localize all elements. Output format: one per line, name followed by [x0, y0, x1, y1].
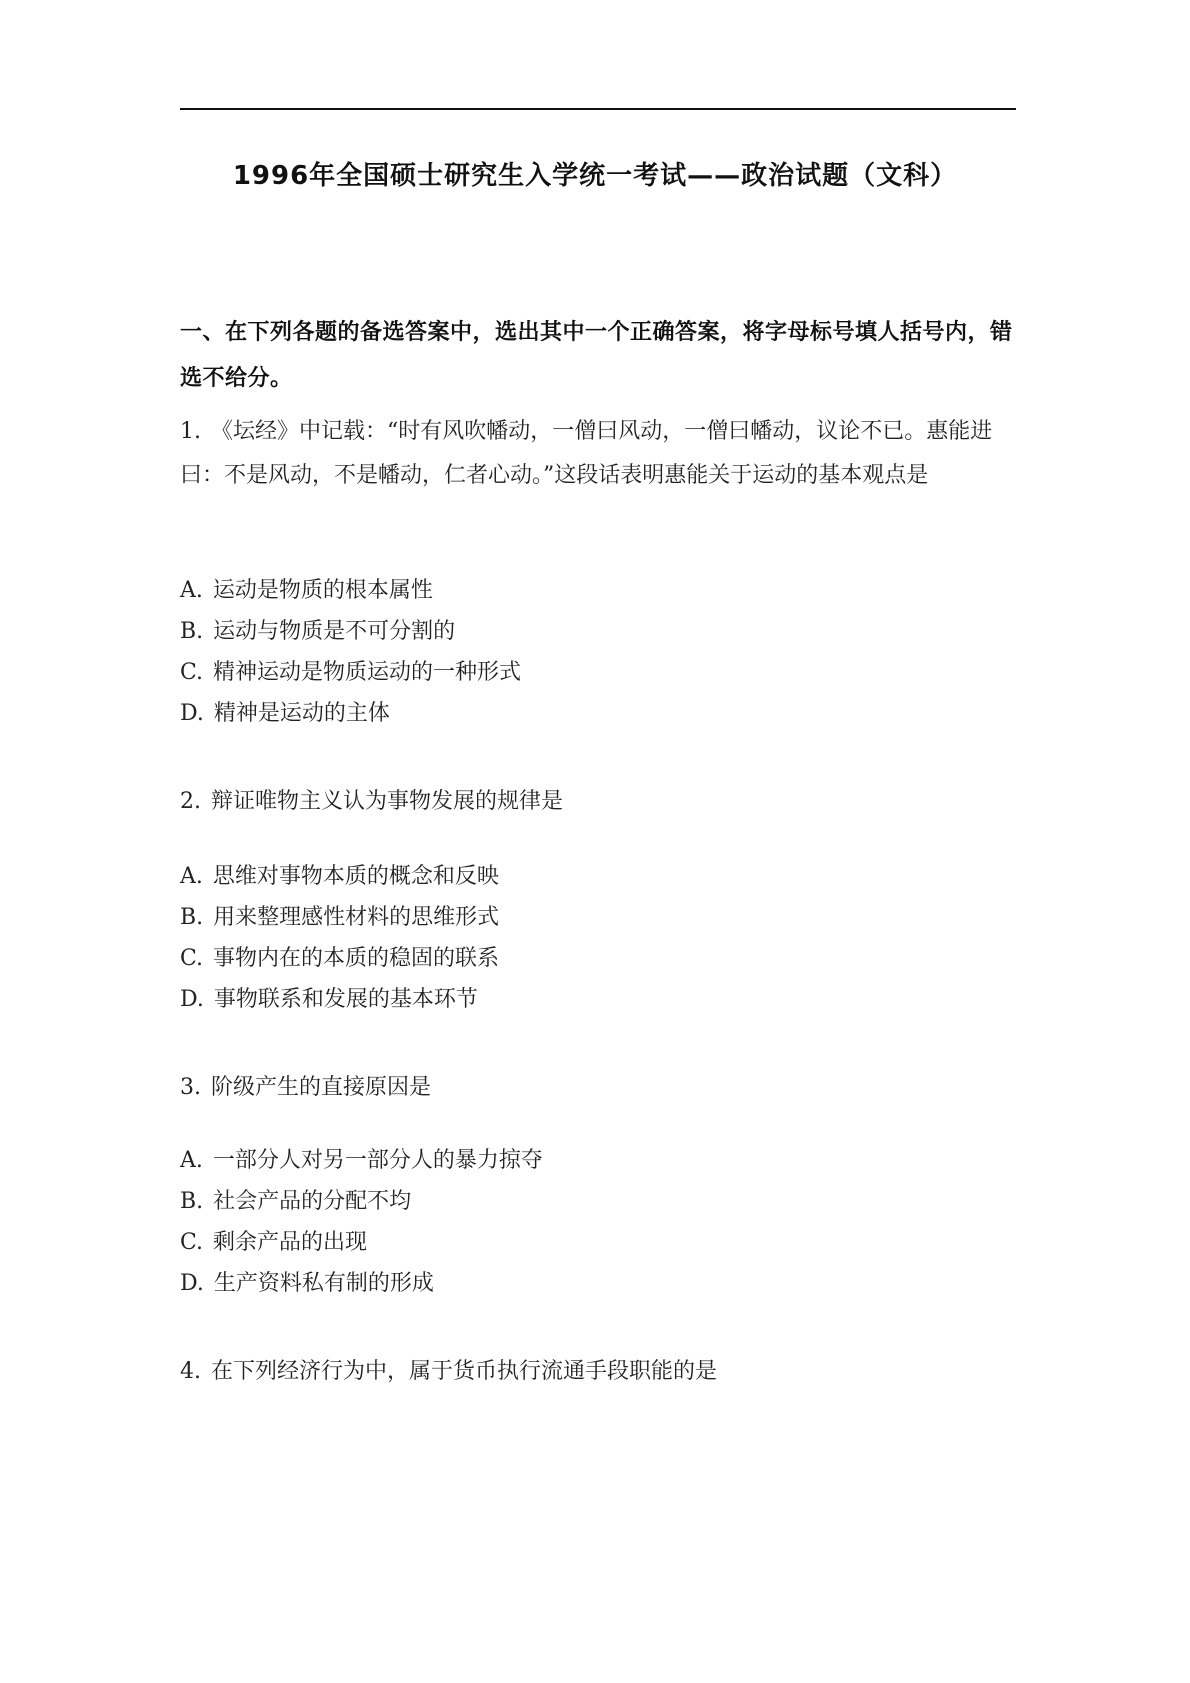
question-2-stem	[180, 780, 1016, 824]
option-text: 精神是运动的主体	[213, 701, 390, 726]
option-text: 生产资料私有制的形成	[213, 1271, 434, 1296]
option-letter: A.	[180, 864, 203, 889]
option-text: 剩余产品的出现	[213, 1230, 368, 1255]
question-1-option-c	[180, 658, 1016, 688]
question-number: 1.	[180, 419, 201, 444]
option-letter: A.	[180, 1148, 203, 1173]
option-text: 事物联系和发展的基本环节	[213, 987, 478, 1012]
option-text: 精神运动是物质运动的一种形式	[213, 660, 522, 685]
option-letter: C.	[180, 660, 204, 685]
question-2-option-b	[180, 903, 1016, 933]
question-text: 《坛经》中记载：“时有风吹幡动，一僧曰风动，一僧曰幡动，议论不已。惠能进曰：不是风动，不是幡动，仁者心动。”这段话表明惠能关于运动的基本观点是	[180, 419, 993, 488]
question-number: 2.	[180, 789, 201, 814]
option-letter: D.	[180, 701, 204, 726]
option-text: 社会产品的分配不均	[213, 1189, 412, 1214]
question-1-option-a	[180, 576, 1016, 606]
question-2-option-d	[180, 985, 1016, 1015]
question-3-option-a	[180, 1146, 1016, 1176]
question-2-option-a	[180, 862, 1016, 892]
question-1-option-d	[180, 699, 1016, 729]
question-number: 3.	[180, 1075, 201, 1100]
question-3-stem	[180, 1066, 1016, 1110]
option-letter: B.	[180, 905, 204, 930]
option-letter: D.	[180, 1271, 204, 1296]
question-text: 阶级产生的直接原因是	[211, 1075, 432, 1100]
option-letter: C.	[180, 946, 204, 971]
page-title: 1996年全国硕士研究生入学统一考试——政治试题（文科）	[232, 161, 958, 191]
section-heading: 一、在下列各题的备选答案中，选出其中一个正确答案，将字母标号填人括号内，错选不给分。	[180, 320, 1013, 391]
question-1-stem	[180, 410, 1016, 498]
question-text: 辩证唯物主义认为事物发展的规律是	[211, 789, 564, 814]
header-rule	[180, 108, 1016, 110]
option-letter: A.	[180, 578, 203, 603]
question-3-option-d	[180, 1269, 1016, 1299]
question-number: 4.	[180, 1359, 201, 1384]
question-3-option-b	[180, 1187, 1016, 1217]
option-text: 事物内在的本质的稳固的联系	[213, 946, 500, 971]
option-text: 思维对事物本质的概念和反映	[212, 864, 499, 889]
option-text: 用来整理感性材料的思维形式	[213, 905, 500, 930]
option-letter: C.	[180, 1230, 204, 1255]
question-text: 在下列经济行为中，属于货币执行流通手段职能的是	[211, 1359, 718, 1384]
option-letter: B.	[180, 619, 204, 644]
option-text: 运动是物质的根本属性	[212, 578, 433, 603]
question-3-option-c	[180, 1228, 1016, 1258]
option-letter: B.	[180, 1189, 204, 1214]
option-text: 一部分人对另一部分人的暴力掠夺	[212, 1148, 543, 1173]
question-2-option-c	[180, 944, 1016, 974]
question-1-option-b	[180, 617, 1016, 647]
option-text: 运动与物质是不可分割的	[213, 619, 456, 644]
option-letter: D.	[180, 987, 204, 1012]
question-4-stem	[180, 1350, 1016, 1394]
